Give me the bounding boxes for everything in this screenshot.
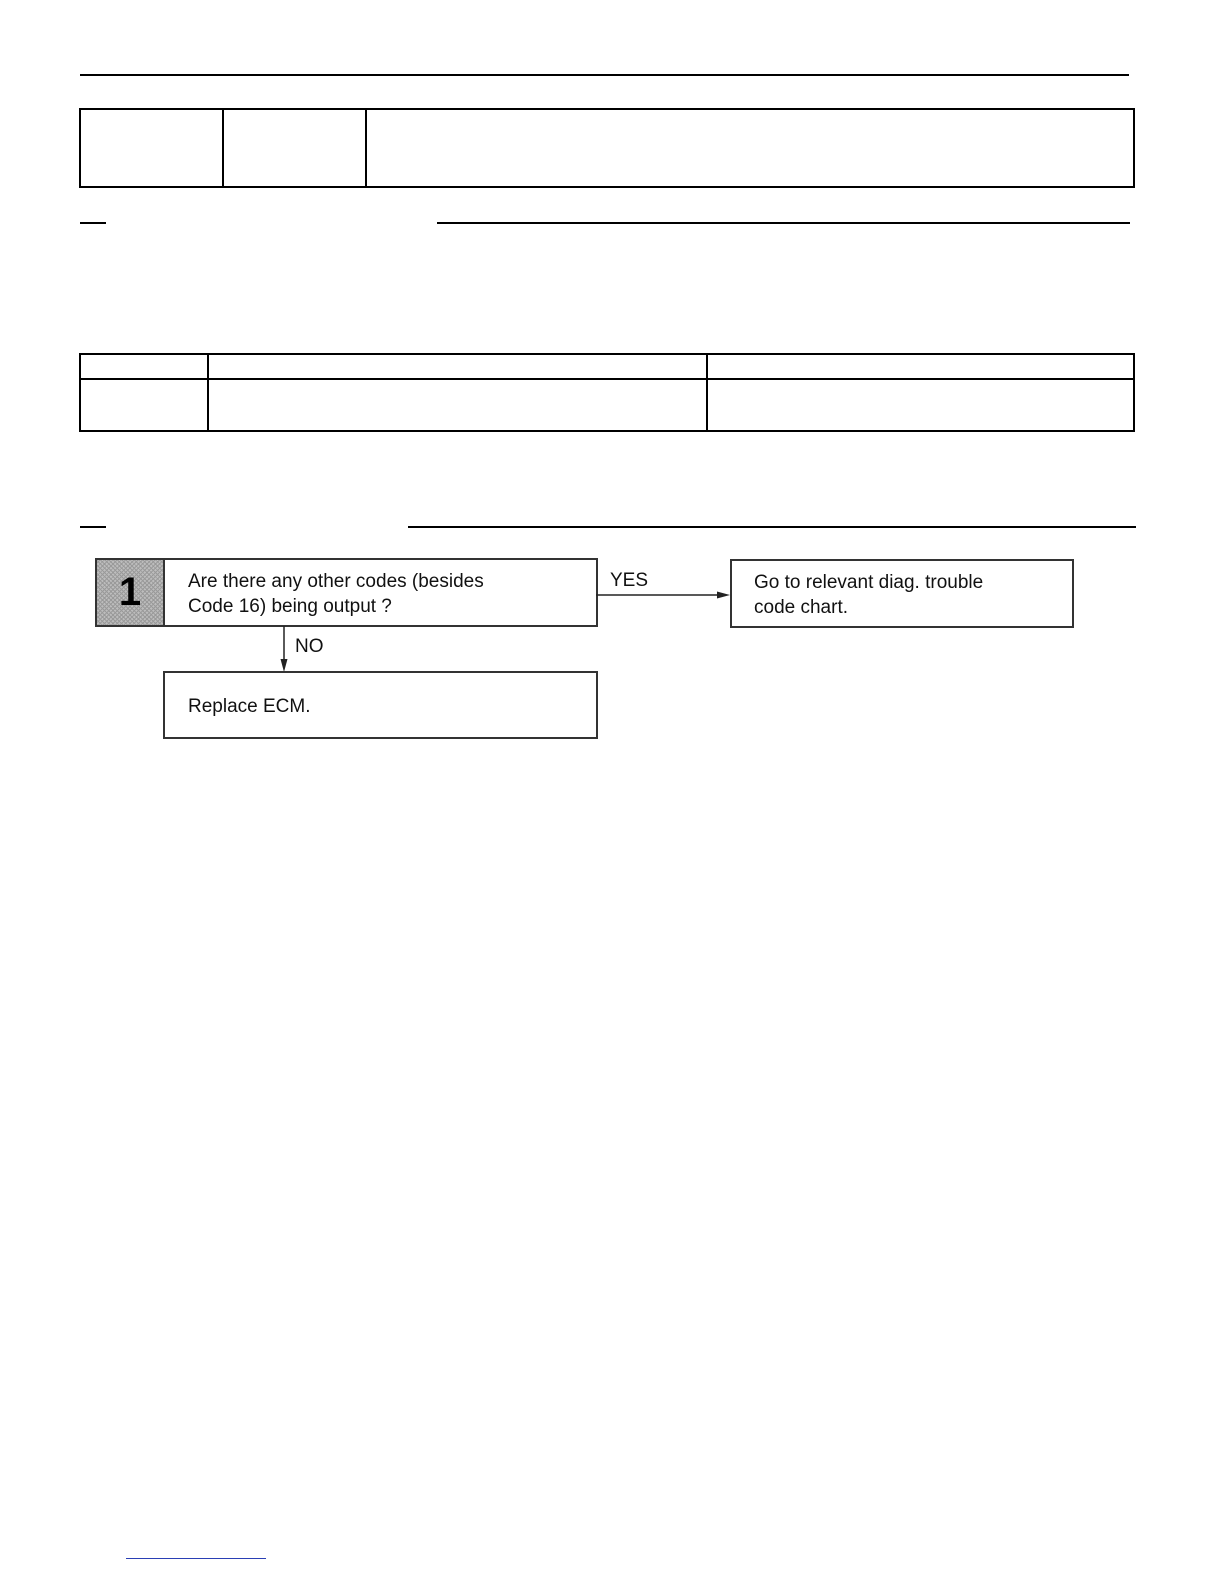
step-1-question-box <box>95 558 598 627</box>
step-1-question-text: Are there any other codes (besides Code 16) being output ? <box>188 571 484 617</box>
step-number-badge: 1 <box>97 560 165 625</box>
table-row <box>80 379 1134 431</box>
table-cell <box>223 109 366 187</box>
table-header-cell <box>208 354 707 379</box>
table-header-cell <box>80 354 208 379</box>
table-cell <box>366 109 1134 187</box>
section-rule-short <box>80 222 106 224</box>
info-table-top <box>79 108 1135 188</box>
yes-label: YES <box>610 570 649 591</box>
table-cell <box>80 109 223 187</box>
section-rule-long <box>437 222 1130 224</box>
yes-result-box <box>730 559 1074 628</box>
no-arrow <box>277 626 291 674</box>
table-cell <box>208 379 707 431</box>
table-header-row <box>80 354 1134 379</box>
section-rule-short <box>80 526 106 528</box>
no-result-box <box>163 671 598 739</box>
section-rule-long <box>408 526 1136 528</box>
header-rule <box>80 74 1129 76</box>
table-row <box>80 109 1134 187</box>
no-result-text: Replace ECM. <box>188 696 311 717</box>
no-label: NO <box>295 636 324 657</box>
table-cell <box>707 379 1134 431</box>
footer-link-underline[interactable] <box>126 1558 266 1559</box>
table-header-cell <box>707 354 1134 379</box>
yes-result-text: Go to relevant diag. trouble code chart. <box>754 572 984 618</box>
table-cell <box>80 379 208 431</box>
info-table-middle <box>79 353 1135 432</box>
